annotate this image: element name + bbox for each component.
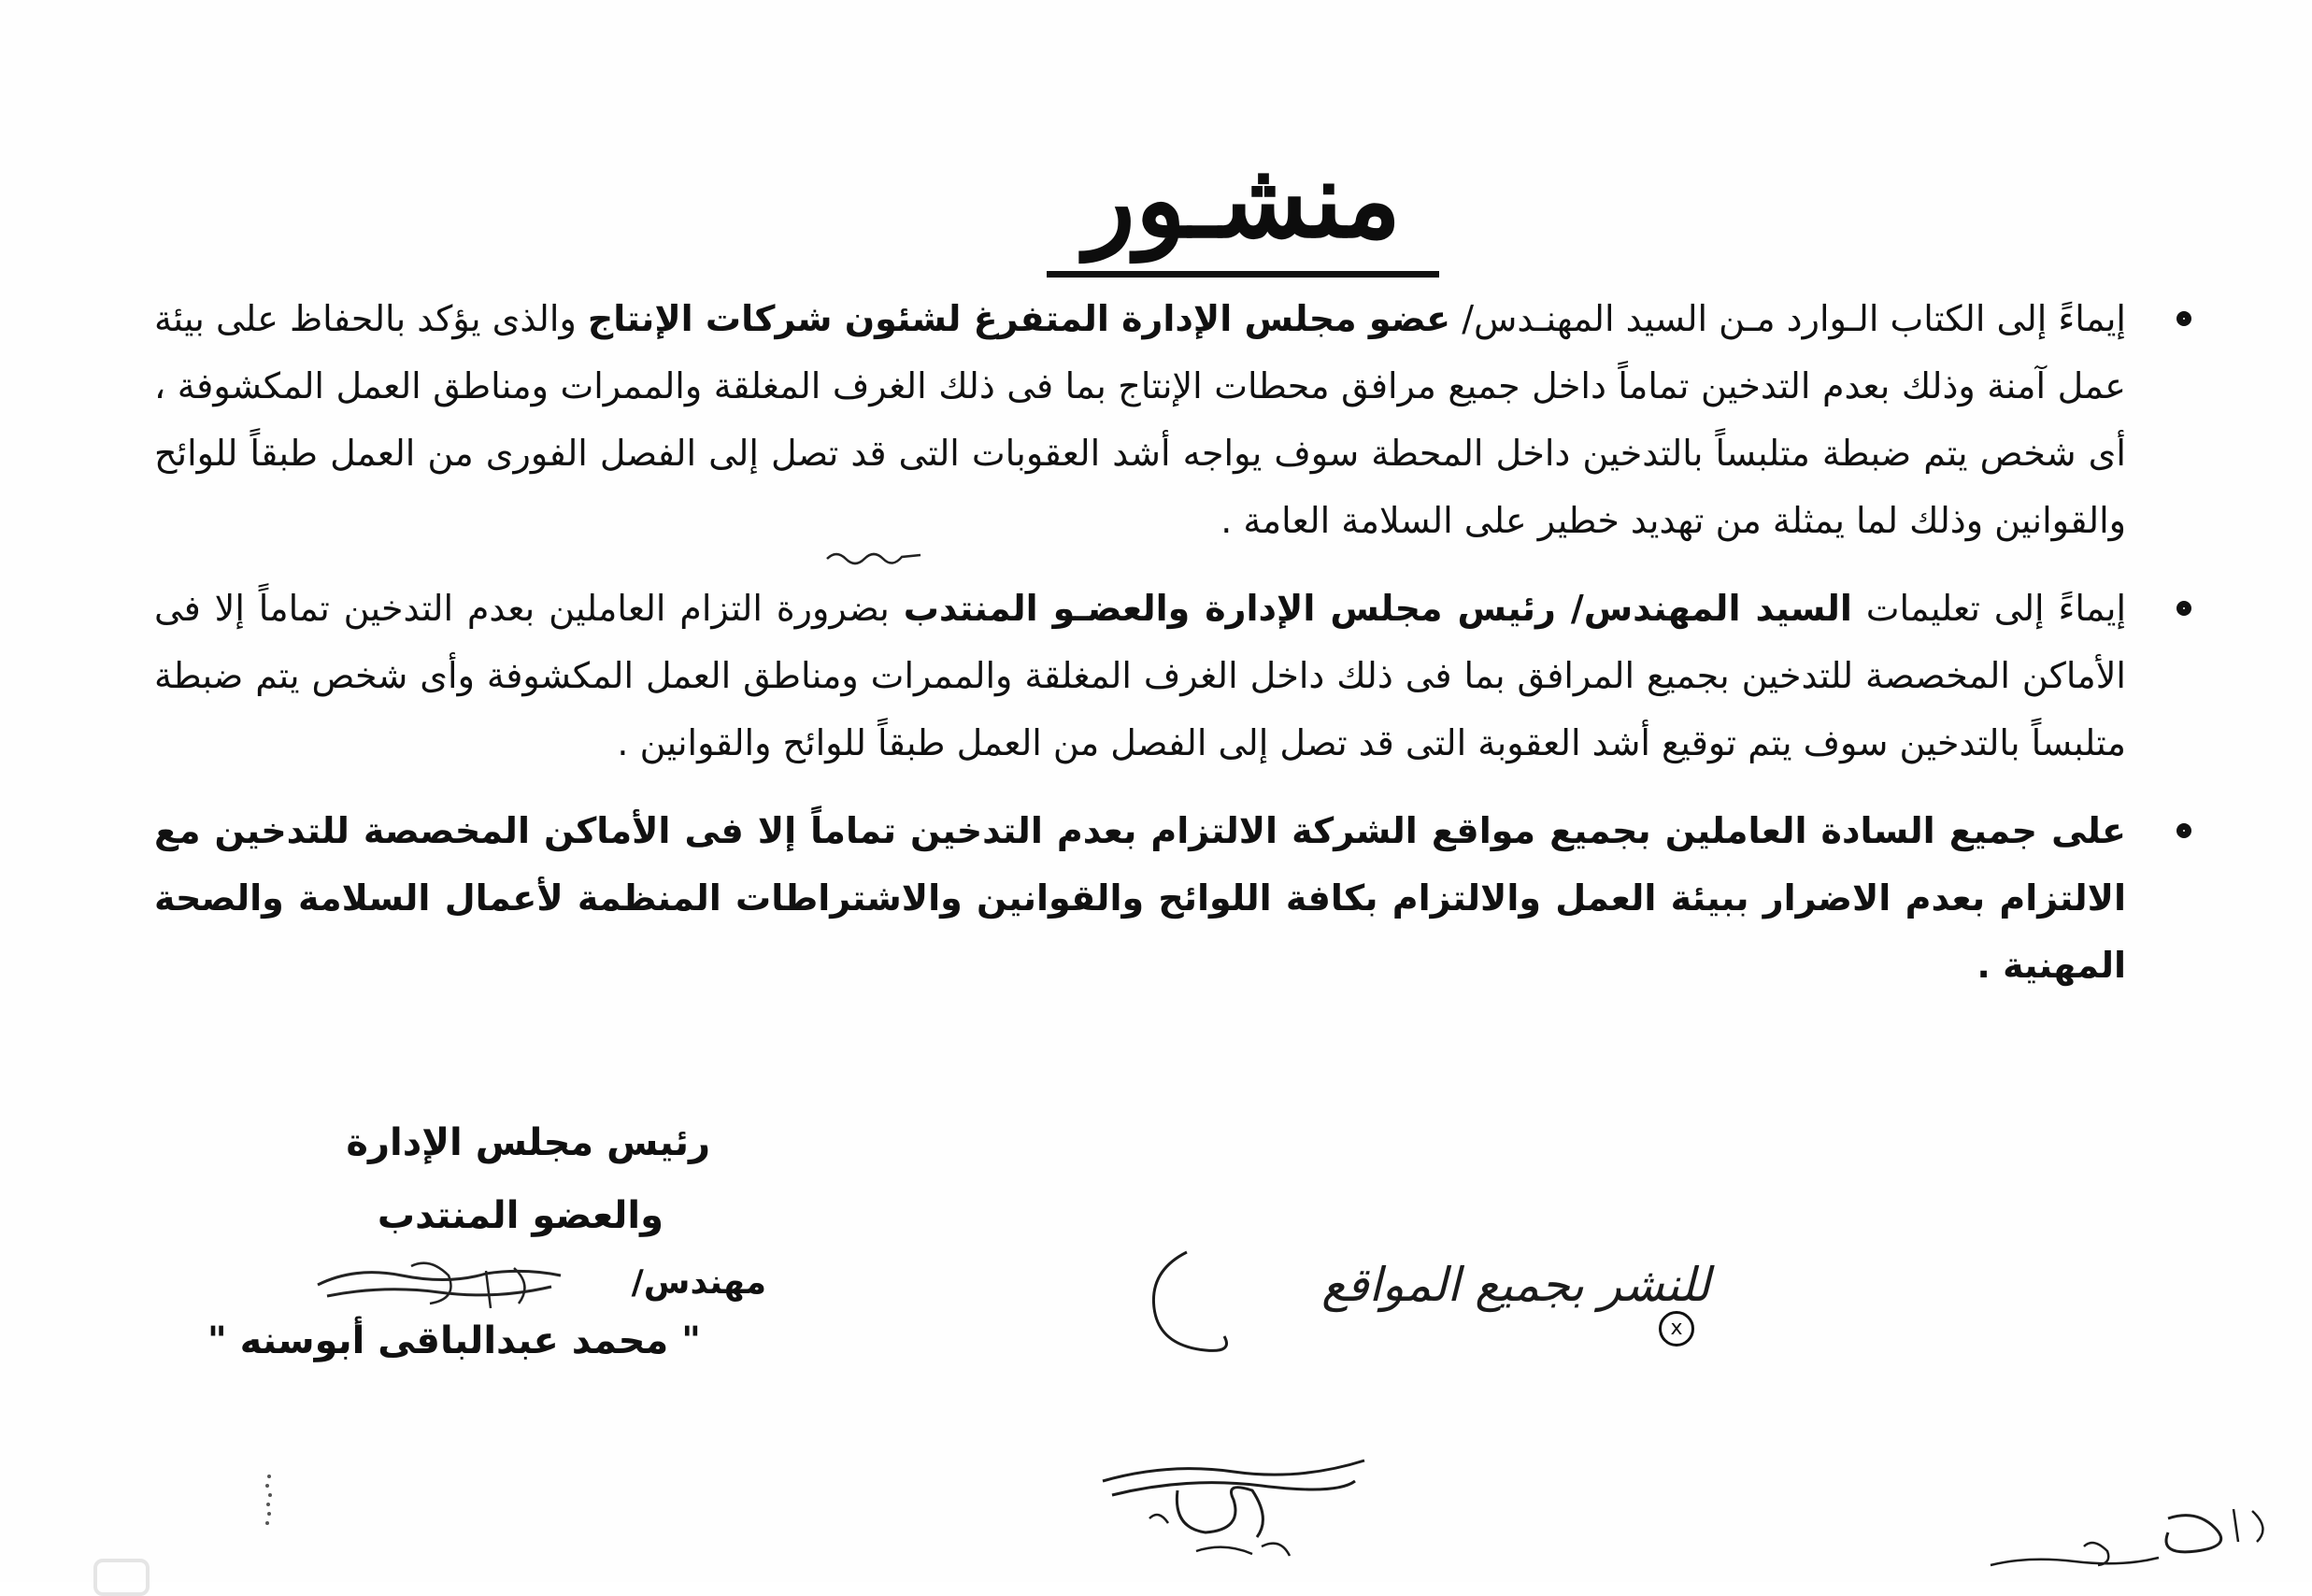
bullet-icon: [2176, 311, 2191, 326]
paragraph-2-strong: السيد المهندس/ رئيس مجلس الإدارة والعضـو المنتدب: [903, 588, 1852, 629]
handwritten-note: [1131, 1233, 1710, 1364]
paragraph-1-strong: عضو مجلس الإدارة المتفرغ لشئون شركات الإنتاج: [587, 298, 1451, 339]
paragraph-3-text: على جميع السادة العاملين بجميع مواقع الشركة الالتزام بعدم التدخين تماماً إلا فى الأماكن المخصصة للتدخين مع الالتزام بعدم الاضرار ببيئة العمل والالتزام بكافة اللوائح والقوانين والاشتراطات المنظمة لأعمال السلامة والصحة المهنية .: [154, 810, 2126, 986]
paragraph-2: [154, 575, 2191, 777]
wavy-underline-mark: [822, 542, 925, 570]
bullet-icon: [2176, 823, 2191, 838]
signatory-title-line1: رئيس مجلس الإدارة: [346, 1121, 710, 1164]
title-block: [1047, 140, 1439, 262]
paragraph-2-lead: إيماءً إلى تعليمات: [1851, 588, 2126, 629]
paragraph-2-text: بضرورة التزام العاملين بعدم التدخين تماماً إلا فى الأماكن المخصصة للتدخين بجميع المرافق بما فى ذلك داخل الغرف المغلقة والممرات ومناطق العمل المكشوفة وأى شخص يتم ضبطة متلبساً بالتدخين سوف يتم توقيع أشد العقوبة التى قد تصل إلى الفصل من العمل طبقاً للوائح والقوانين .: [154, 588, 2126, 763]
signature-scribble-icon: [299, 1247, 579, 1322]
bottom-signature-icon: [1093, 1444, 1374, 1582]
bullet-icon: [2176, 601, 2191, 616]
signatory-title-line2: والعضو المنتدب: [377, 1194, 664, 1237]
watermark-logo: [93, 1559, 150, 1596]
document-title: منشـور: [1084, 139, 1402, 262]
paragraph-1: [154, 285, 2191, 554]
document-body: [154, 285, 2191, 1019]
engineer-label: مهندس/: [631, 1263, 766, 1302]
signatory-name: " محمد عبدالباقى أبوسنه ": [207, 1319, 701, 1362]
paragraph-1-lead: إيماءً إلى الكتاب الـوارد مـن السيد المهنـدس/: [1450, 298, 2126, 339]
paragraph-3: [154, 797, 2191, 999]
bottom-right-scribble-icon: [1972, 1500, 2280, 1582]
paragraph-1-text: والذى يؤكد بالحفاظ على بيئة عمل آمنة وذلك بعدم التدخين تماماً داخل جميع مرافق محطات الإنتاج بما فى ذلك الغرف المغلقة والممرات ومناطق العمل المكشوفة ، أى شخص يتم ضبطة متلبساً بالتدخين داخل المحطة سوف يواجه أشد العقوبات التى قد تصل إلى الفصل الفورى من العمل طبقاً للوائح والقوانين وذلك لما يمثلة من تهديد خطير على السلامة العامة .: [154, 298, 2126, 541]
title-underline: [1047, 271, 1439, 278]
handwritten-note-text: للنشر بجميع المواقع: [1321, 1258, 1710, 1312]
circled-x-icon: x: [1659, 1311, 1694, 1347]
scan-dots-artifact: [262, 1472, 277, 1528]
signature-block: [112, 1117, 766, 1360]
